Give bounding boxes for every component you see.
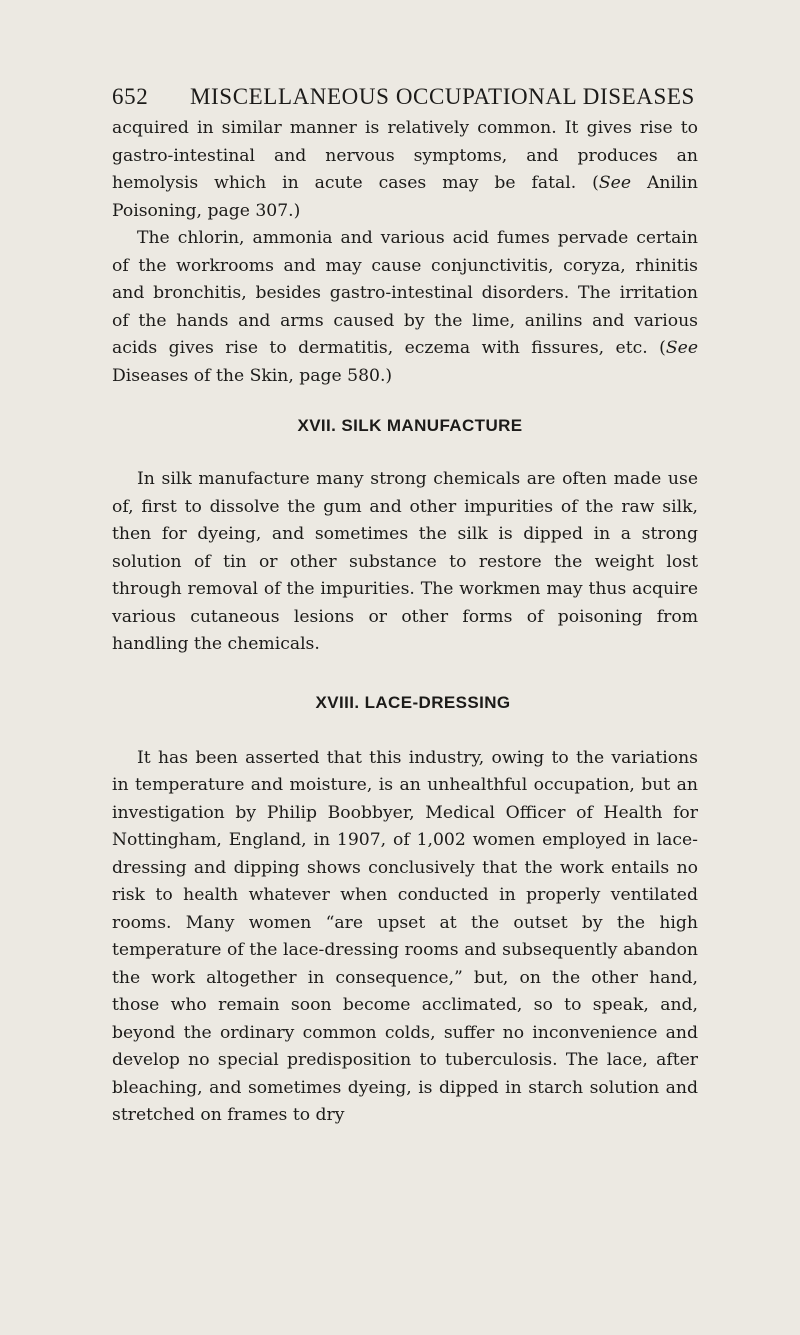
paragraph-text: Anilin Poisoning, page 307.) <box>112 173 699 221</box>
body-text <box>112 115 698 1130</box>
paragraph-continued <box>112 115 698 225</box>
running-head <box>112 84 698 114</box>
paragraph-text: Diseases of the Skin, page 580.) <box>112 365 393 386</box>
running-head-title: MISCELLANEOUS OCCUPATIONAL DISEASES <box>190 84 695 109</box>
paragraph-text: acquired in similar manner is relatively common. It gives rise to gastro-intestinal and nervous symptoms, and produces an hemolysis which in acute cases may be fatal. ( <box>112 118 698 193</box>
page-number: 652 <box>112 84 149 109</box>
section-heading-silk-manufacture: XVII. SILK MANUFACTURE <box>297 416 523 435</box>
paragraph-fumes <box>112 225 698 390</box>
see-reference: See <box>598 173 632 193</box>
see-reference: See <box>665 338 698 358</box>
paragraph-lace: It has been asserted that this industry, owing to the variations in temperature and moisture, is an unhealthful occupation, but an investigation by Philip Boobbyer, Medical Officer of Health for Nottingham, England, in 1907, of 1,002 women employed in lace-dressing and dipping shows conclusively that the work entails no risk to health whatever when conducted in properly ventilated rooms. Many women “are upset at the outset by the high temperature of the lace-dressing rooms and subsequently abandon the work altogether in consequence,” but, on the other hand, those who remain soon become acclimated, so to speak, and, beyond the ordinary common colds, suffer no inconvenience and develop no special predisposition to tuberculosis. The lace, after bleaching, and sometimes dyeing, is dipped in starch solution and stretched on frames to dry <box>112 747 698 1125</box>
paragraph-silk: In silk manufacture many strong chemicals are often made use of, first to dissolve the gum and other impurities of the raw silk, then for dyeing, and sometimes the silk is dipped in a strong solution of tin or other substance to restore the weight lost through removal of the impurities. The workmen may thus acquire various cutaneous lesions or other forms of poisoning from handling the chemicals. <box>112 469 698 654</box>
section-heading-lace-dressing: XVIII. LACE-DRESSING <box>315 692 511 712</box>
paragraph-text: The chlorin, ammonia and various acid fumes pervade certain of the workrooms and may cause conjunctivitis, coryza, rhinitis and bronchitis, besides gastro-intestinal disorders. The irritation of the hands and arms caused by the lime, anilins and various acids gives rise to dermatitis, eczema with fissures, etc. ( <box>112 228 698 358</box>
